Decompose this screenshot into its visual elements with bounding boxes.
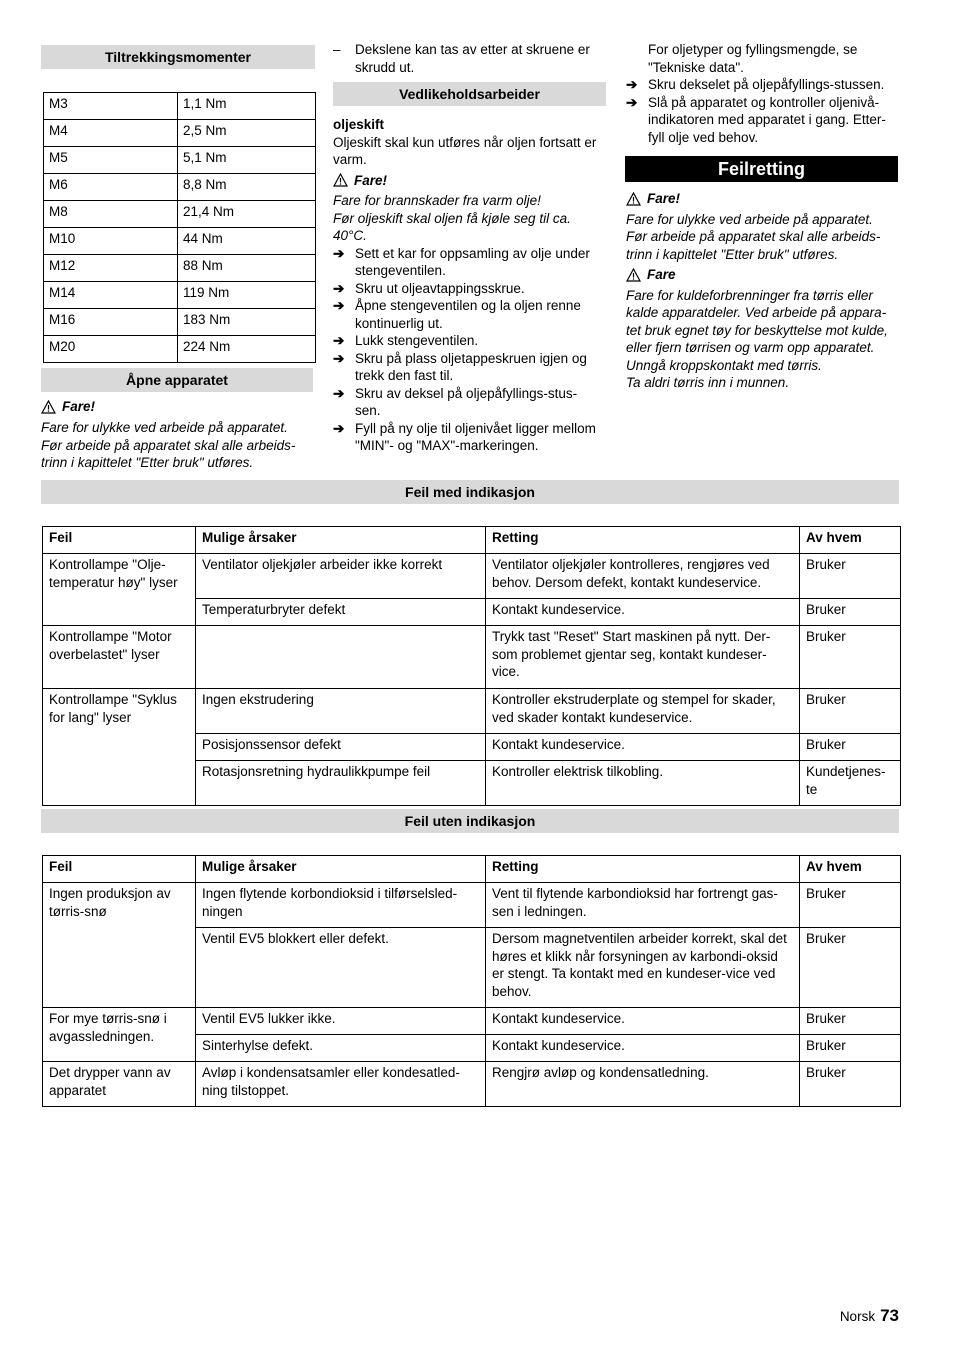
torque-row (44, 120, 316, 147)
warning-line: kalde apparatdeler. Ved arbeide på appara- (626, 305, 887, 320)
cause-cell: Ventil EV5 lukker ikke. (196, 1008, 486, 1035)
by-cell: Bruker (800, 689, 901, 734)
table-row (43, 1062, 901, 1107)
dash-item: Dekslene kan tas av etter at skruene er (355, 42, 590, 57)
by-cell: Bruker (800, 928, 901, 1008)
fix-cell: Ventilator oljekjøler kontrolleres, rengjøres ved behov. Dersom defekt, kontakt kundeservice. (486, 554, 800, 599)
feilretting-header: Feilretting (625, 156, 898, 182)
thread-size-cell: M10 (44, 228, 178, 255)
warning-oil (333, 172, 618, 190)
fault-cell: Kontrollampe "Syklus for lang" lyser (43, 689, 196, 806)
arrow-icon: ➔ (626, 77, 638, 92)
col3-steps (626, 76, 911, 146)
table-row (43, 883, 901, 928)
warning-label: Fare (647, 267, 676, 282)
oil-title: oljeskift (333, 117, 385, 132)
open-header: Åpne apparatet (41, 368, 313, 392)
fix-cell: Kontakt kundeservice. (486, 734, 800, 761)
step-line: Åpne stengeventilen og la oljen renne (355, 298, 581, 313)
fault-table-indication (42, 526, 901, 806)
arrow-icon: ➔ (333, 385, 345, 401)
warning-line: tet bruk egnet tøy for beskyttelse mot kulde, (626, 322, 888, 338)
step-line: Sett et kar for oppsamling av olje under (355, 245, 590, 261)
col-header-by: Av hvem (800, 856, 901, 883)
warning-open (41, 398, 95, 416)
by-cell: Bruker (800, 883, 901, 928)
cause-cell: Avløp i kondensatsamler eller kondesatled-ning tilstoppet. (196, 1062, 486, 1107)
fix-cell: Trykk tast "Reset" Start maskinen på nytt. Der-som problemet gjentar seg, kontakt kundeser-vice. (486, 626, 800, 689)
torque-row (44, 201, 316, 228)
fix-cell: Kontroller ekstruderplate og stempel for skader, ved skader kontakt kundeservice. (486, 689, 800, 734)
step-line: trekk den fast til. (355, 368, 454, 383)
fix-cell: Dersom magnetventilen arbeider korrekt, skal det høres et klikk når forsyningen av karbondi-oksid er stengt. Ta kontakt med en kundeser-vice ved behov. (486, 928, 800, 1008)
step-line: Lukk stengeventilen. (355, 333, 479, 348)
arrow-icon: ➔ (333, 280, 345, 296)
torque-row (44, 255, 316, 282)
dash-item: skrudd ut. (355, 59, 415, 75)
step-line: fyll olje ved behov. (648, 129, 759, 145)
torque-value-cell: 2,5 Nm (178, 120, 316, 147)
oil-intro: Oljeskift skal kun utføres når oljen fortsatt er (333, 134, 597, 150)
warning-line: trinn i kapittelet "Etter bruk" utføres. (41, 455, 254, 470)
step-item (333, 385, 618, 420)
warning-line: eller fjern tørrisen og varm opp apparatet. (626, 340, 875, 355)
maint-header: Vedlikeholdsarbeider (333, 82, 606, 106)
col-header-fault: Feil (43, 527, 196, 554)
warning-icon (41, 400, 56, 414)
torque-value-cell: 1,1 Nm (178, 93, 316, 120)
by-cell: Bruker (800, 1008, 901, 1035)
torque-value-cell: 44 Nm (178, 228, 316, 255)
step-line: Skru ut oljeavtappingsskrue. (355, 280, 525, 296)
cause-cell: Ventil EV5 blokkert eller defekt. (196, 928, 486, 1008)
dash-list (333, 41, 613, 76)
step-line: indikatoren med apparatet i gang. Etter- (648, 112, 886, 127)
col-header-by: Av hvem (800, 527, 901, 554)
table-row (43, 689, 901, 734)
by-cell: Bruker (800, 626, 901, 689)
step-line: Skru dekselet på oljepåfyllings-stussen. (648, 77, 885, 92)
warning-line: Før arbeide på apparatet skal alle arbeids- (41, 437, 296, 453)
thread-size-cell: M8 (44, 201, 178, 228)
by-cell: Bruker (800, 1035, 901, 1062)
torque-table (43, 92, 316, 363)
thread-size-cell: M5 (44, 147, 178, 174)
step-line: sen. (355, 403, 381, 418)
fault-cell: Kontrollampe "Olje-temperatur høy" lyser (43, 554, 196, 626)
fault-cell: Ingen produksjon av tørris-snø (43, 883, 196, 1008)
torque-row (44, 282, 316, 309)
warning-label: Fare! (62, 399, 96, 414)
step-line: Skru på plass oljetappeskruen igjen og (355, 350, 587, 366)
by-cell: Bruker (800, 554, 901, 599)
warning-line: Ta aldri tørris inn i munnen. (626, 375, 790, 390)
dash-bullet: – (333, 42, 341, 57)
step-item (333, 350, 618, 385)
fix-cell: Vent til flytende karbondioksid har fortrengt gas-sen i ledningen. (486, 883, 800, 928)
warning-line: Før oljeskift skal oljen få kjøle seg til ca. (333, 210, 571, 226)
fault-cell: For mye tørris-snø i avgassledningen. (43, 1008, 196, 1062)
feil-warnings (626, 190, 911, 392)
warning-icon (626, 192, 641, 206)
col-header-fix: Retting (486, 527, 800, 554)
by-cell: Bruker (800, 734, 901, 761)
table-row (43, 626, 901, 689)
arrow-icon: ➔ (333, 245, 345, 261)
table1-header: Feil med indikasjon (41, 480, 899, 504)
step-item (333, 245, 618, 280)
warning-label: Fare! (354, 172, 388, 188)
col-header-fix: Retting (486, 856, 800, 883)
continued-text: "Tekniske data". (648, 59, 744, 75)
torque-header: Tiltrekkingsmomenter (41, 45, 315, 69)
torque-value-cell: 183 Nm (178, 309, 316, 336)
thread-size-cell: M20 (44, 336, 178, 363)
warning-icon (333, 173, 348, 187)
table2-header: Feil uten indikasjon (41, 809, 899, 833)
warning-line: Fare for kuldeforbrenninger fra tørris eller (626, 287, 873, 303)
step-item (626, 94, 911, 147)
cause-cell: Sinterhylse defekt. (196, 1035, 486, 1062)
fault-table-no-indication (42, 855, 901, 1107)
warning-line: 40°C. (333, 228, 367, 243)
cause-cell: Ingen ekstrudering (196, 689, 486, 734)
col-header-fault: Feil (43, 856, 196, 883)
torque-row (44, 228, 316, 255)
page-footer (840, 1307, 899, 1326)
col-header-causes: Mulige årsaker (196, 856, 486, 883)
torque-row (44, 93, 316, 120)
fix-cell: Kontakt kundeservice. (486, 1008, 800, 1035)
step-line: Fyll på ny olje til oljenivået ligger mellom (355, 420, 596, 436)
torque-value-cell: 8,8 Nm (178, 174, 316, 201)
by-cell: Bruker (800, 1062, 901, 1107)
thread-size-cell: M16 (44, 309, 178, 336)
torque-row (44, 309, 316, 336)
step-line: stengeventilen. (355, 263, 446, 278)
step-line: Skru av deksel på oljepåfyllings-stus- (355, 385, 578, 401)
torque-row (44, 336, 316, 363)
warning-line: trinn i kapittelet "Etter bruk" utføres. (626, 246, 839, 262)
step-line: Slå på apparatet og kontroller oljenivå- (648, 94, 880, 110)
torque-value-cell: 21,4 Nm (178, 201, 316, 228)
footer-language: Norsk (839, 1309, 876, 1324)
step-line: kontinuerlig ut. (355, 315, 443, 331)
torque-row (44, 147, 316, 174)
step-item (333, 332, 618, 350)
continued-text: For oljetyper og fyllingsmengde, se (648, 42, 858, 57)
warning-line: Fare for ulykke ved arbeide på apparatet. (626, 211, 873, 227)
oil-steps (333, 245, 618, 455)
fix-cell: Kontakt kundeservice. (486, 599, 800, 626)
warning-text (41, 419, 331, 472)
oil-section (333, 116, 618, 455)
torque-value-cell: 119 Nm (178, 282, 316, 309)
warning-line: Fare for brannskader fra varm olje! (333, 193, 541, 208)
fix-cell: Kontroller elektrisk tilkobling. (486, 761, 800, 806)
arrow-icon: ➔ (333, 420, 345, 436)
step-line: "MIN"- og "MAX"-markeringen. (355, 438, 539, 453)
arrow-icon: ➔ (333, 350, 345, 366)
cause-cell: Ventilator oljekjøler arbeider ikke korrekt (196, 554, 486, 599)
col3-section (626, 41, 911, 146)
table-row (43, 554, 901, 599)
thread-size-cell: M4 (44, 120, 178, 147)
cause-cell (196, 626, 486, 689)
arrow-icon: ➔ (626, 94, 638, 110)
thread-size-cell: M12 (44, 255, 178, 282)
thread-size-cell: M3 (44, 93, 178, 120)
by-cell: Bruker (800, 599, 901, 626)
warning-feil-1 (626, 190, 911, 208)
cause-cell: Posisjonssensor defekt (196, 734, 486, 761)
warning-feil-2 (626, 266, 911, 284)
step-item (626, 76, 911, 94)
fault-cell: Det drypper vann av apparatet (43, 1062, 196, 1107)
torque-row (44, 174, 316, 201)
warning-icon (626, 268, 641, 282)
fix-cell: Rengjrø avløp og kondensatledning. (486, 1062, 800, 1107)
cause-cell: Ingen flytende korbondioksid i tilførselsled-ningen (196, 883, 486, 928)
fault-cell: Kontrollampe "Motor overbelastet" lyser (43, 626, 196, 689)
table-row (43, 1008, 901, 1035)
warning-line: Fare for ulykke ved arbeide på apparatet. (41, 420, 288, 435)
cause-cell: Temperaturbryter defekt (196, 599, 486, 626)
col-header-causes: Mulige årsaker (196, 527, 486, 554)
arrow-icon: ➔ (333, 333, 345, 348)
page-number: 73 (880, 1306, 899, 1325)
oil-intro: varm. (333, 152, 367, 167)
warning-line: Før arbeide på apparatet skal alle arbeids- (626, 229, 881, 244)
torque-value-cell: 88 Nm (178, 255, 316, 282)
by-cell: Kundetjenes-te (800, 761, 901, 806)
cause-cell: Rotasjonsretning hydraulikkpumpe feil (196, 761, 486, 806)
warning-line: Unngå kroppskontakt med tørris. (626, 357, 822, 373)
step-item (333, 280, 618, 298)
step-item (333, 420, 618, 455)
arrow-icon: ➔ (333, 298, 345, 313)
warning-label: Fare! (647, 191, 681, 206)
fix-cell: Kontakt kundeservice. (486, 1035, 800, 1062)
thread-size-cell: M6 (44, 174, 178, 201)
torque-value-cell: 5,1 Nm (178, 147, 316, 174)
torque-value-cell: 224 Nm (178, 336, 316, 363)
step-item (333, 297, 618, 332)
thread-size-cell: M14 (44, 282, 178, 309)
